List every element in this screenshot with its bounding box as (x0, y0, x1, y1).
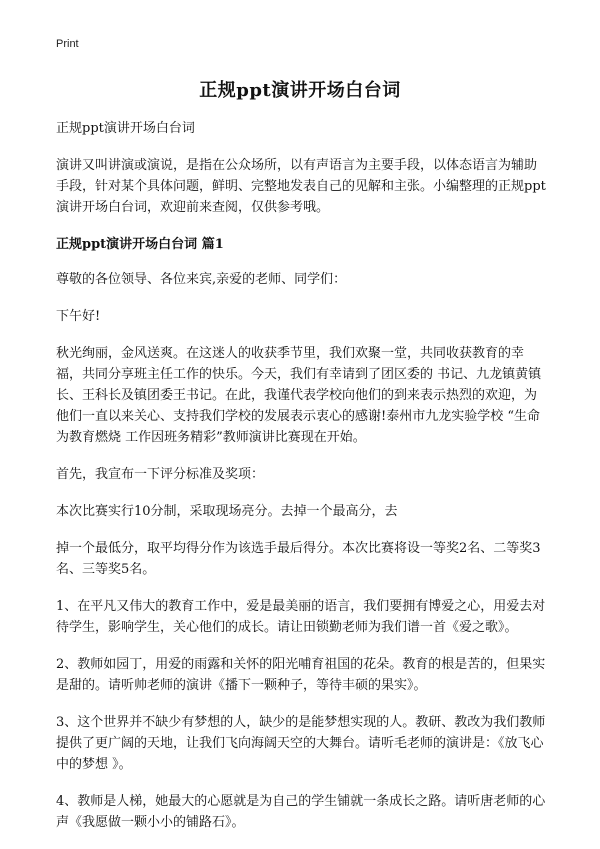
paragraph-scoring: 本次比赛实行10分制，采取现场亮分。去掉一个最高分，去 (56, 504, 398, 519)
print-link[interactable]: Print (56, 38, 79, 50)
paragraph-speaker-3: 3、这个世界并不缺少有梦想的人，缺少的是能梦想实现的人。教研、教改为我们教师提供了更广阔的天地，让我们飞向海阔天空的大舞台。请听毛老师的演讲是：《放飞心中的梦想 》。 (56, 715, 546, 772)
paragraph-rules-intro: 首先，我宣布一下评分标准及奖项： (56, 467, 265, 482)
document-subtitle: 正规ppt演讲开场白台词 (56, 121, 195, 136)
intro-paragraph: 演讲又叫讲演或演说，是指在公众场所，以有声语言为主要手段，以体态语言为辅助手段，针对某个具体问题，鲜明、完整地发表自己的见解和主张。小编整理的正规ppt演讲开场白台词，欢迎前来查阅，仅供参考哦。 (56, 158, 546, 215)
paragraph-speaker-4: 4、教师是人梯，她最大的心愿就是为自己的学生铺就一条成长之路。请听唐老师的心声《我愿做一颗小小的铺路石》。 (56, 794, 546, 830)
paragraph-speaker-1: 1、在平凡又伟大的教育工作中，爱是最美丽的语言，我们要拥有博爱之心，用爱去对待学生，影响学生，关心他们的成长。请让田锁勤老师为我们谱一首《爱之歌》。 (56, 599, 546, 635)
paragraph-opening: 秋光绚丽，金风送爽。在这迷人的收获季节里，我们欢聚一堂，共同收获教育的幸福，共同分享班主任工作的快乐。今天，我们有幸请到了团区委的 书记、九龙镇黄镇长、王科长及镇团委王书记。在此，我谨代表学校向他们的到来表示热烈的欢迎，为他们一直以来关心、支持我们学校的发展表示衷心的感谢!泰州市九龙实验学校 “生命为教育燃烧 工作因班务精彩”教师演讲比赛现在开始。 (56, 346, 542, 445)
page-title: 正规ppt演讲开场白台词 (199, 80, 401, 101)
paragraph-speaker-2: 2、教师如园丁，用爱的雨露和关怀的阳光哺育祖国的花朵。教育的根是苦的，但果实是甜的。请听帅老师的演讲《播下一颗种子，等待丰硕的果实》。 (56, 657, 546, 693)
document-body (56, 118, 548, 849)
paragraph-awards: 掉一个最低分，取平均得分作为该选手最后得分。本次比赛将设一等奖2名、二等奖3名、三等奖5名。 (56, 541, 541, 577)
section-heading: 正规ppt演讲开场白台词 篇1 (56, 237, 224, 252)
paragraph-greeting: 下午好! (56, 309, 101, 324)
paragraph-salutation: 尊敬的各位领导、各位来宾,亲爱的老师、同学们： (56, 272, 347, 287)
